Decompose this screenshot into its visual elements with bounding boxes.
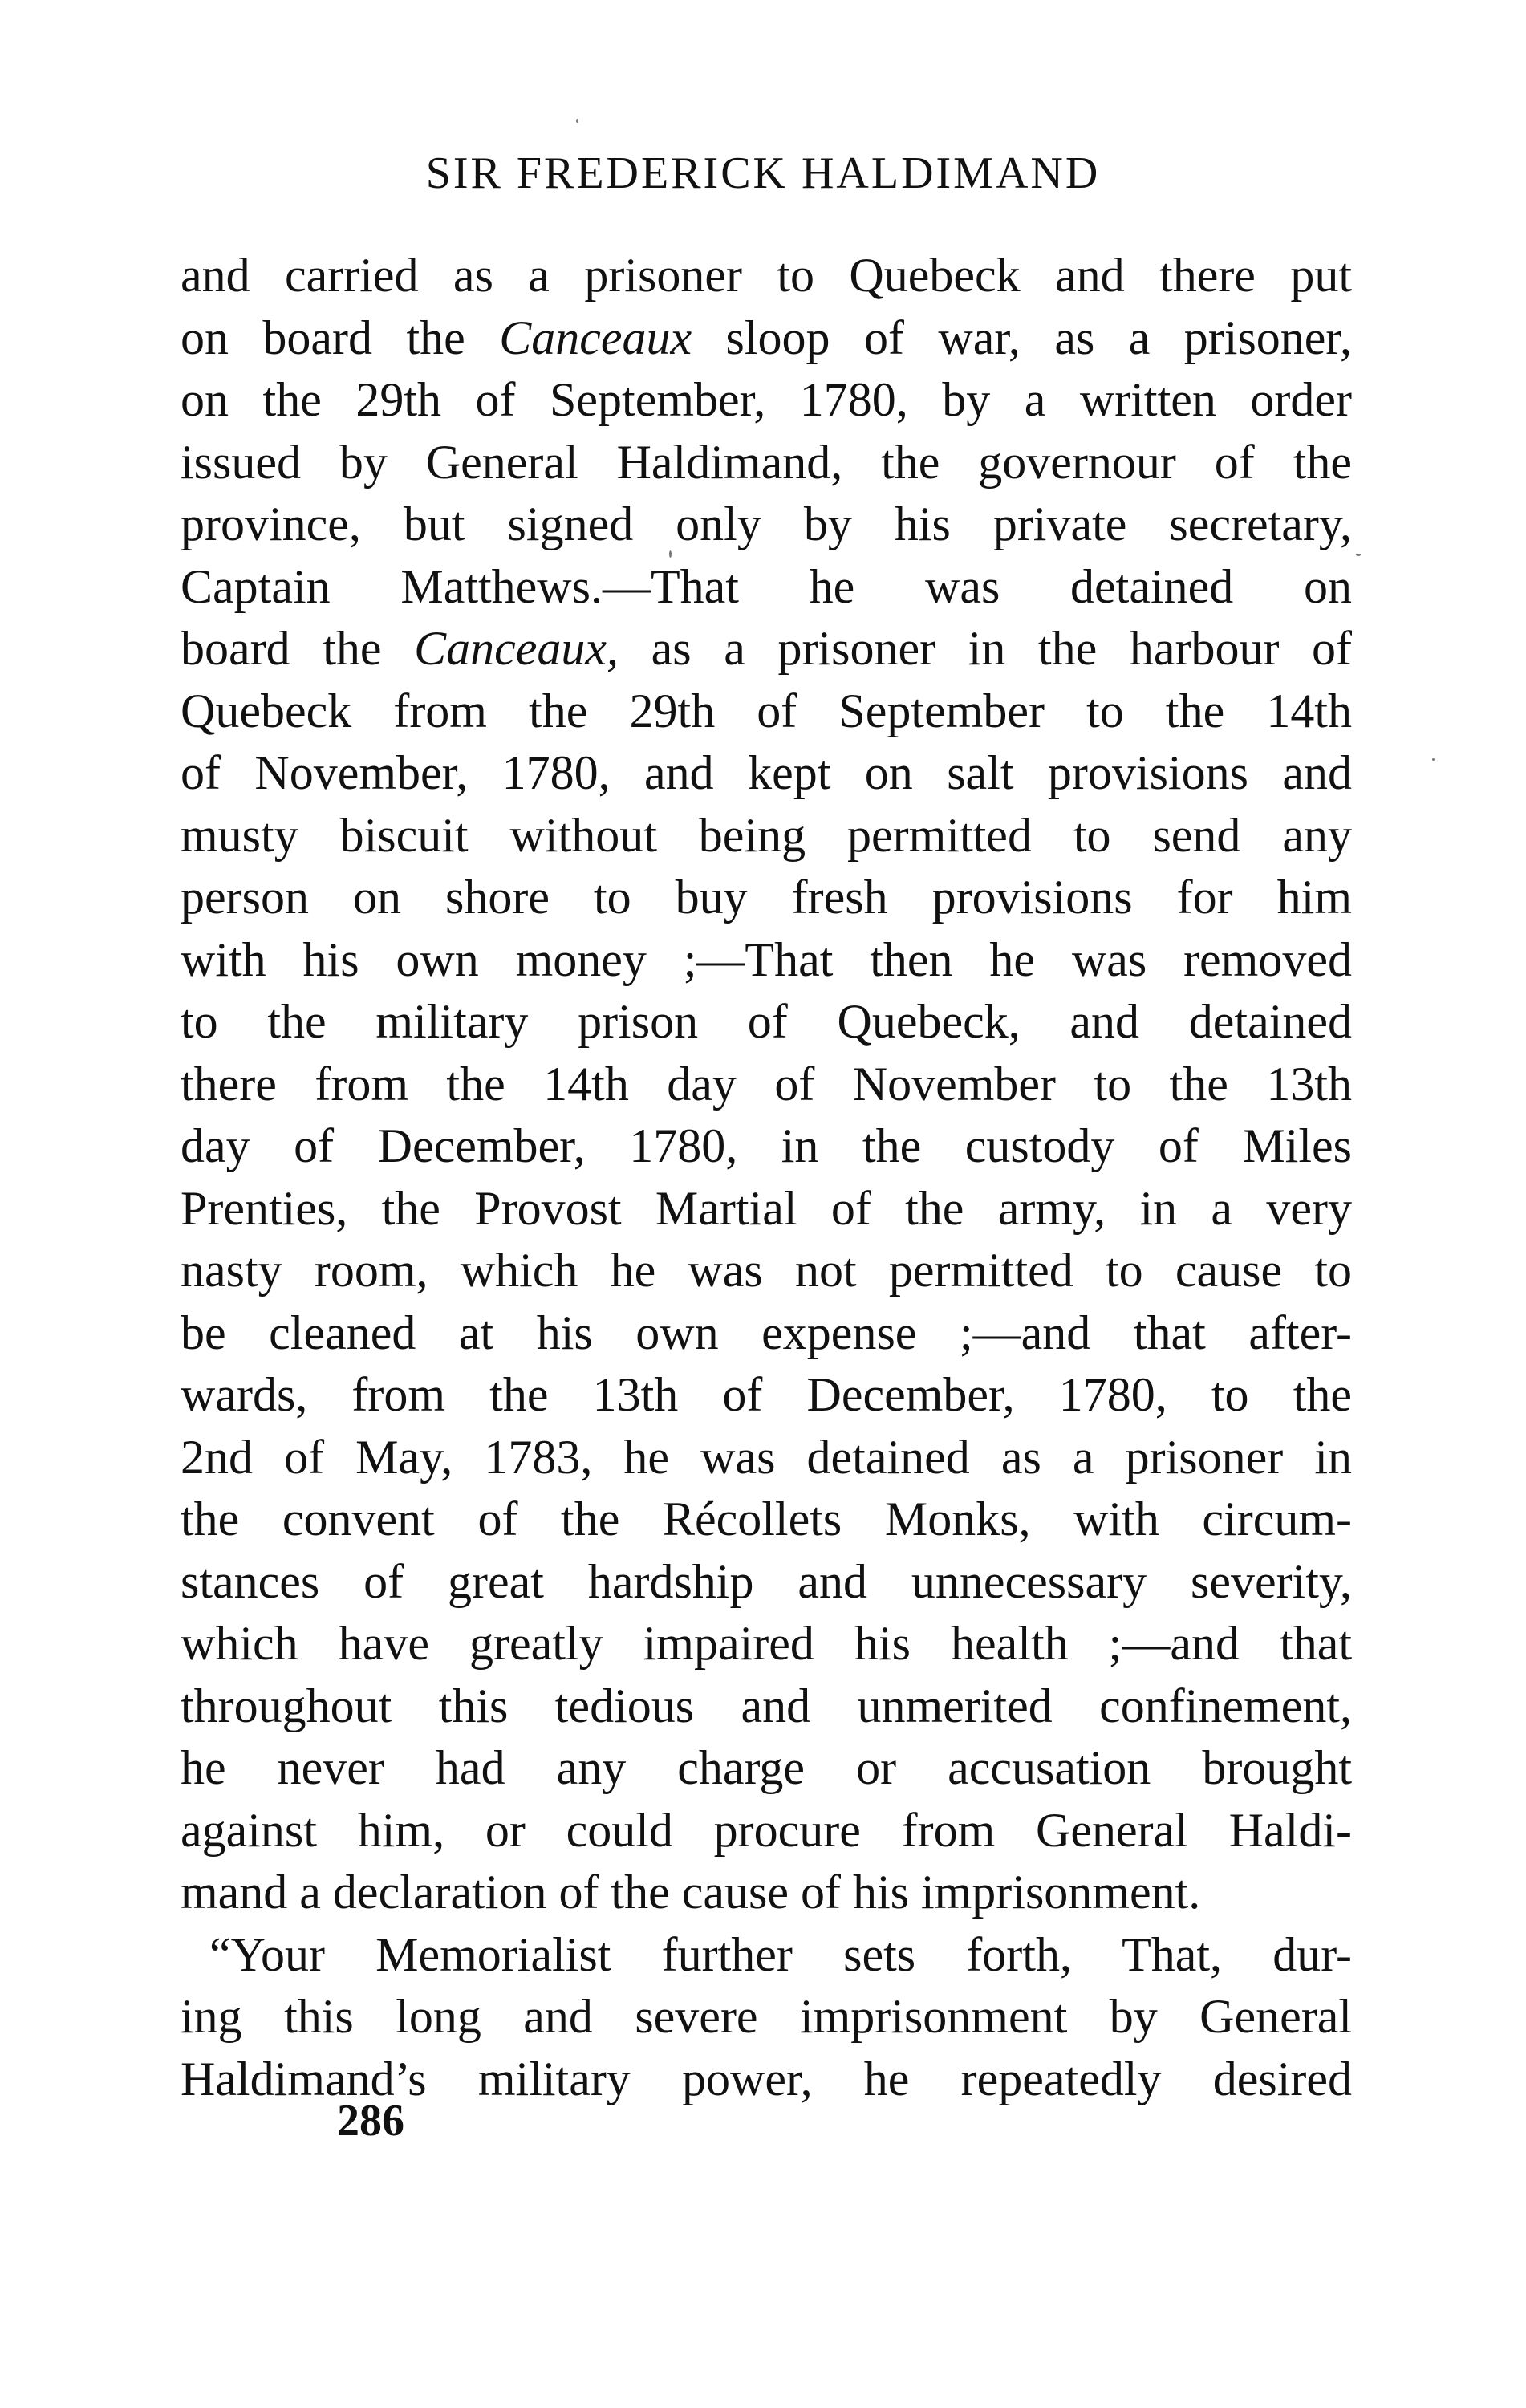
text-line [181,1986,1352,2049]
line-text: as a prisoner in the harbour of [619,622,1353,675]
line-text: nasty room, which he was not permitted to cause to [181,1244,1352,1297]
line-text: on the 29th of September, 1780, by a written order [181,373,1352,426]
line-text: throughout this tedious and unmerited confinement, [181,1679,1352,1732]
line-text: on board the [181,311,500,364]
text-line [181,1675,1352,1738]
line-text: to the military prison of Quebeck, and detained [181,995,1352,1048]
line-text: Prenties, the Provost Martial of the army, in a very [181,1181,1352,1235]
text-line [181,742,1352,805]
line-text: 2nd of May, 1783, he was detained as a prisoner in [181,1430,1352,1484]
text-line [181,1862,1352,1924]
line-text: person on shore to buy fresh provisions for him [181,871,1352,924]
italic-ship-name: Canceaux, [414,622,619,675]
text-line [181,680,1352,743]
print-speck [669,550,672,558]
text-line [181,245,1352,307]
line-text: “Your Memorialist further sets forth, That, dur- [209,1927,1352,1981]
line-text: there from the 14th day of November to the 13th [181,1057,1352,1111]
line-text: board the [181,622,415,675]
text-line [181,1800,1352,1862]
text-line [181,307,1352,370]
line-text: sloop of war, as a prisoner, [692,311,1352,364]
text-line [181,1054,1352,1116]
text-line [181,618,1352,680]
text-line [181,1240,1352,1302]
line-text: against him, or could procure from General Haldi- [181,1803,1352,1857]
italic-ship-name: Canceaux [499,311,692,364]
print-speck [1432,758,1435,761]
running-head: SIR FREDERICK HALDIMAND [425,148,1101,198]
line-text: which have greatly impaired his health ;—and that [181,1617,1352,1670]
text-line [181,369,1352,432]
line-text: of November, 1780, and kept on salt provisions and [181,746,1352,799]
text-line [181,805,1352,867]
text-line [181,991,1352,1054]
text-line [181,1737,1352,1800]
line-text: the convent of the Récollets Monks, with circum- [181,1492,1352,1545]
text-line [181,1364,1352,1427]
text-line [181,1178,1352,1241]
line-text: province, but signed only by his private secretary, [181,497,1352,550]
text-line [181,556,1352,619]
line-text: Quebeck from the 29th of September to the 14th [181,684,1352,737]
text-line [181,1924,1352,1987]
line-text: wards, from the 13th of December, 1780, to the [181,1368,1352,1421]
line-text: and carried as a prisoner to Quebeck and there put [181,249,1352,302]
line-text: he never had any charge or accusation brought [181,1741,1352,1794]
print-speck [576,119,578,123]
line-text: musty biscuit without being permitted to send any [181,808,1352,862]
line-text: with his own money ;—That then he was removed [181,932,1352,986]
line-text: Haldimand’s military power, he repeatedly desired [181,2052,1352,2105]
line-text: mand a declaration of the cause of his imprisonment. [181,1866,1201,1919]
page-number: 286 [337,2096,404,2146]
print-speck [1356,554,1361,556]
line-text: be cleaned at his own expense ;—and that after- [181,1306,1352,1359]
text-line [181,1551,1352,1614]
line-text: ing this long and severe imprisonment by General [181,1990,1352,2043]
line-text: issued by General Haldimand, the governour of the [181,435,1352,489]
text-line [181,493,1352,556]
text-line [181,1427,1352,1489]
text-line [181,1115,1352,1178]
text-line [181,1613,1352,1675]
line-text: Captain Matthews.—That he was detained on [181,559,1352,613]
text-line [181,432,1352,494]
body-text [181,245,1352,2110]
line-text: stances of great hardship and unnecessary severity, [181,1554,1352,1608]
text-line [181,929,1352,992]
text-line [181,1302,1352,1365]
text-line [181,867,1352,929]
text-line [181,1488,1352,1551]
line-text: day of December, 1780, in the custody of Miles [181,1119,1352,1172]
